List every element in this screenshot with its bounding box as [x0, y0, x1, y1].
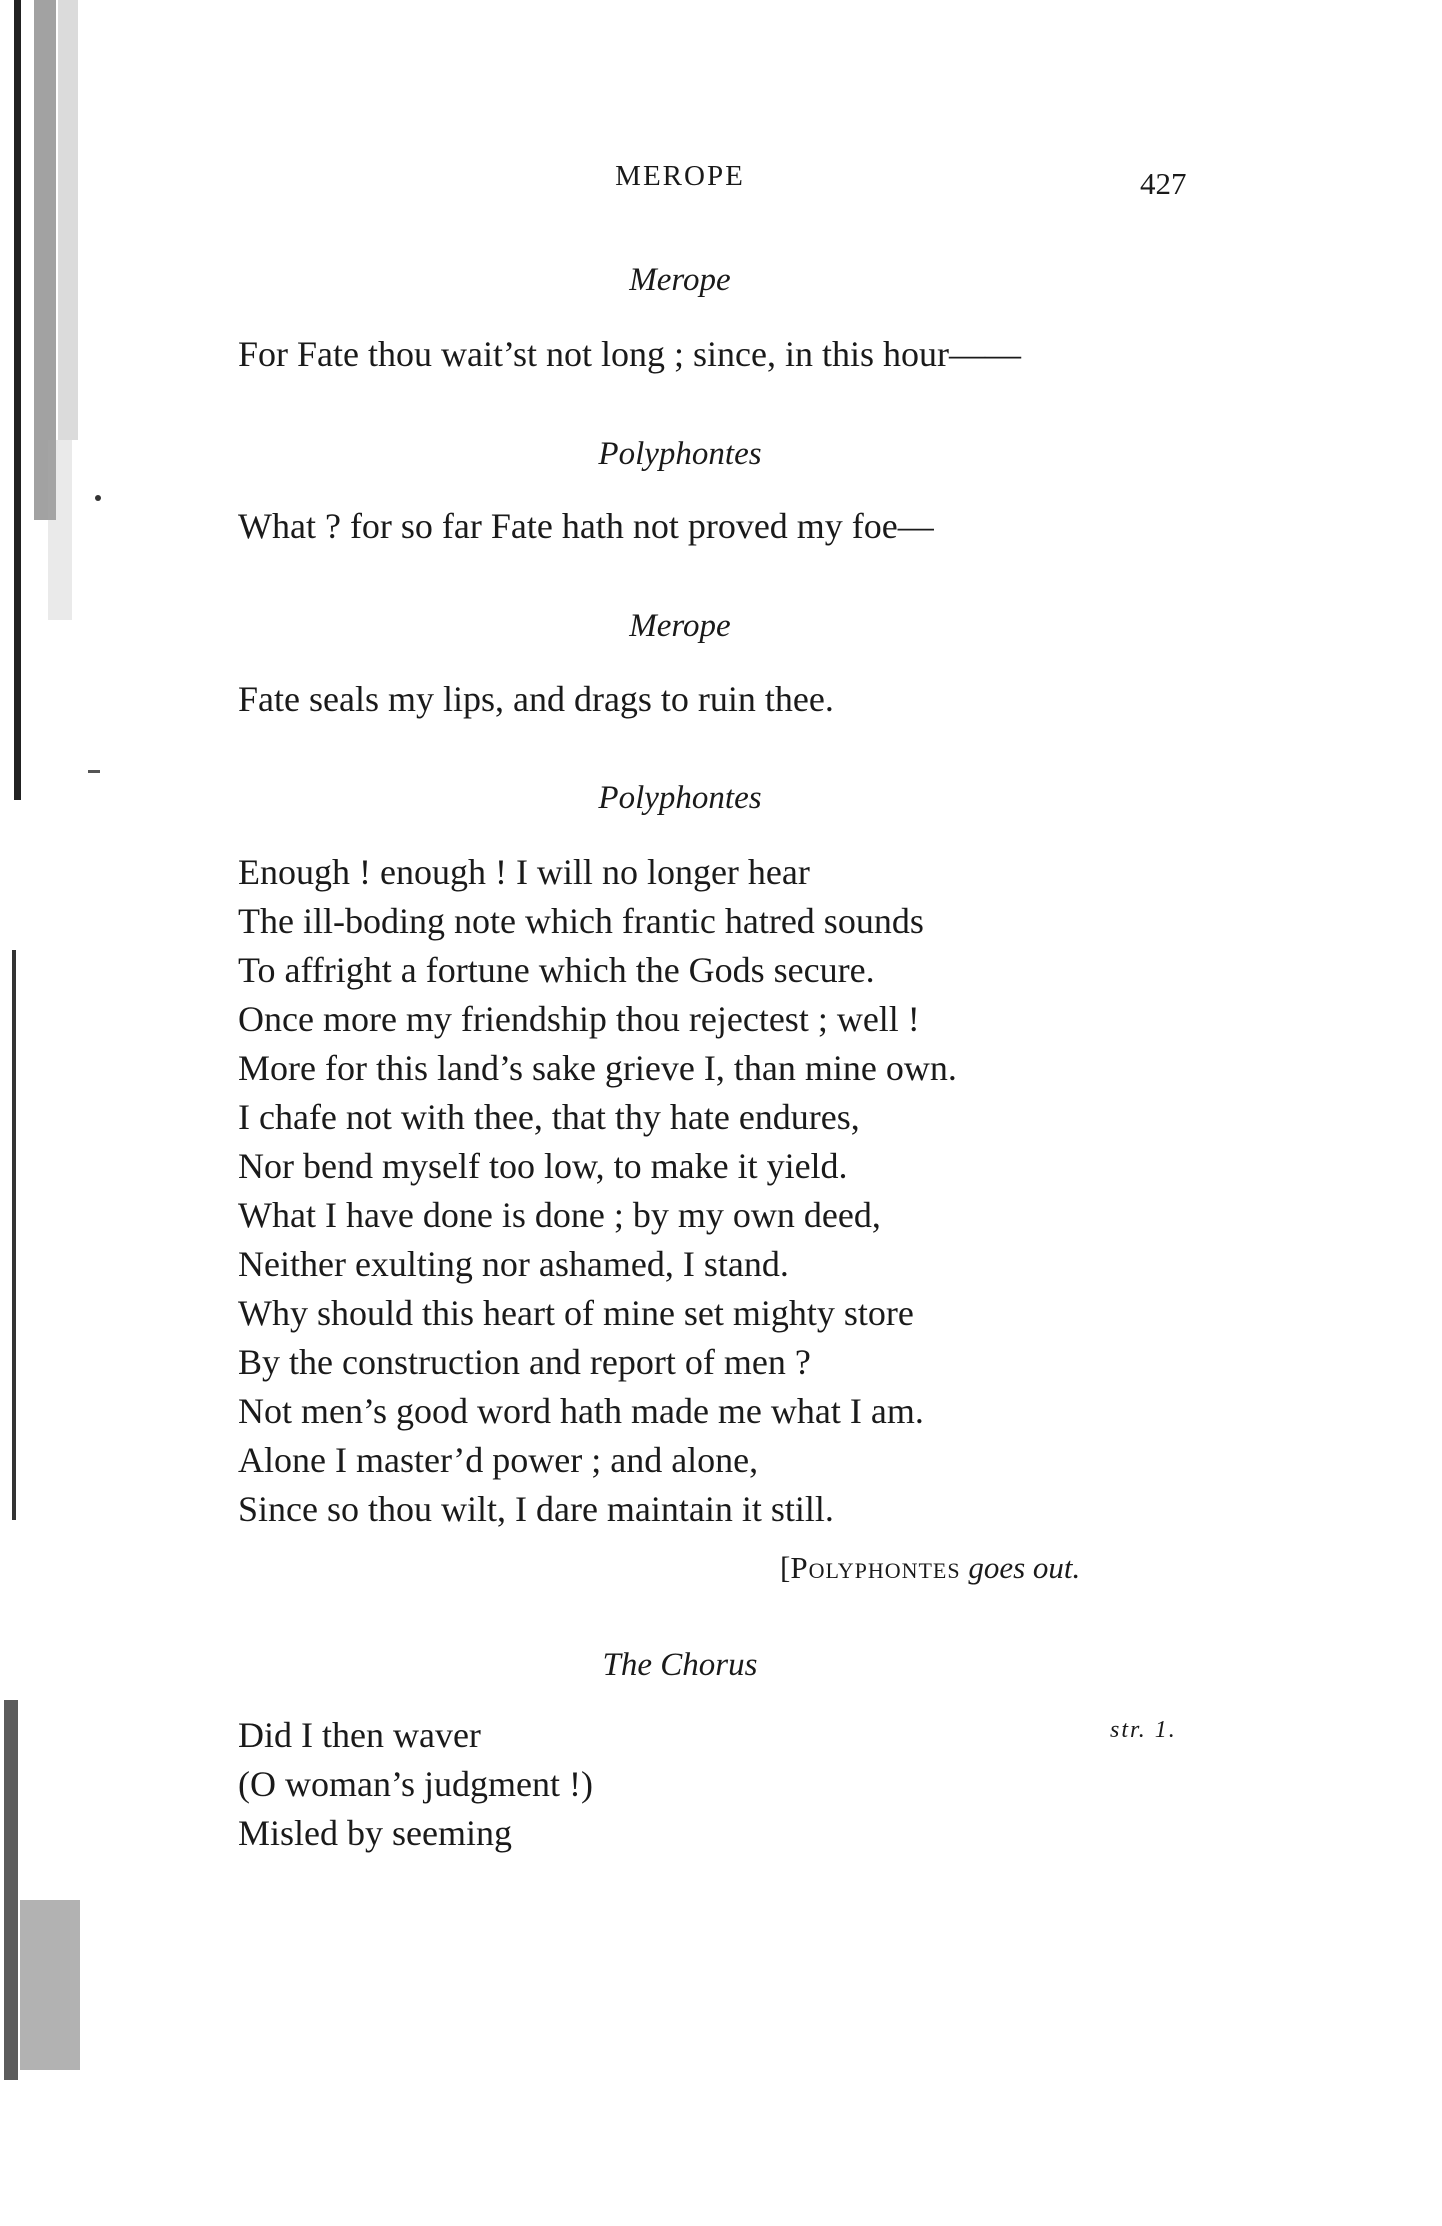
speaker-name: The Chorus — [602, 1647, 758, 1683]
speaker-name: Merope — [629, 608, 731, 644]
verse-line: The ill-boding note which frantic hatred sounds — [238, 901, 924, 941]
verse-line: Did I then waver — [238, 1715, 481, 1755]
verse-line: What ? for so far Fate hath not proved my foe— — [238, 506, 934, 546]
verse-line: (O woman’s judgment !) — [238, 1764, 593, 1804]
stage-bracket: [ — [780, 1550, 791, 1585]
verse-line: Misled by seeming — [238, 1813, 512, 1853]
verse-line: For Fate thou wait’st not long ; since, in this hour—— — [238, 334, 1021, 374]
running-title: MEROPE — [615, 160, 745, 192]
speech-block — [238, 1711, 1198, 1858]
verse-line: I chafe not with thee, that thy hate endures, — [238, 1097, 860, 1137]
stage-action: goes out. — [968, 1550, 1081, 1585]
verse-line: Neither exulting nor ashamed, I stand. — [238, 1244, 789, 1284]
verse-line: Fate seals my lips, and drags to ruin thee. — [238, 679, 834, 719]
speech-block — [238, 330, 1198, 379]
page-gutter-shadow — [0, 0, 130, 2226]
verse-line: Not men’s good word hath made me what I am. — [238, 1391, 924, 1431]
stage-direction — [780, 1550, 1200, 1586]
verse-line: Enough ! enough ! I will no longer hear — [238, 852, 810, 892]
speech-block — [238, 502, 1198, 551]
verse-line: Once more my friendship thou rejectest ; well ! — [238, 999, 920, 1039]
verse-line: To affright a fortune which the Gods secure. — [238, 950, 875, 990]
stage-character-name: Polyphontes — [790, 1550, 961, 1585]
verse-line: Since so thou wilt, I dare maintain it still. — [238, 1489, 834, 1529]
verse-line: More for this land’s sake grieve I, than mine own. — [238, 1048, 957, 1088]
speaker-name: Polyphontes — [598, 436, 762, 472]
speaker-name: Polyphontes — [598, 780, 762, 816]
verse-line: By the construction and report of men ? — [238, 1342, 811, 1382]
verse-line: What I have done is done ; by my own deed, — [238, 1195, 881, 1235]
speech-block — [238, 848, 1198, 1534]
speaker-name: Merope — [629, 262, 731, 298]
verse-line: Alone I master’d power ; and alone, — [238, 1440, 759, 1480]
page-number: 427 — [1140, 166, 1187, 201]
strophe-marker: str. 1. — [1110, 1717, 1177, 1743]
verse-line: Nor bend myself too low, to make it yield. — [238, 1146, 848, 1186]
speech-block — [238, 675, 1198, 724]
running-head — [0, 160, 1442, 208]
verse-line: Why should this heart of mine set mighty store — [238, 1293, 914, 1333]
